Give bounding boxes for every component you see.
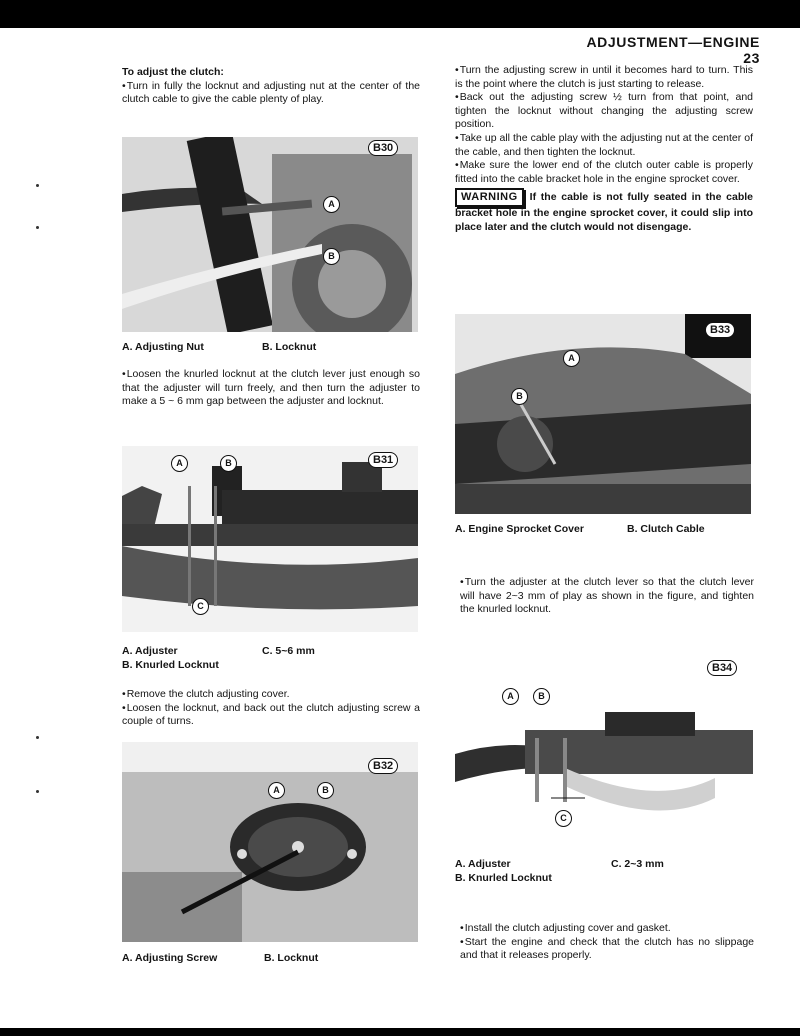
figure-b32-photo [122,742,418,942]
callout-b: B [511,388,528,405]
figure-b33-photo [455,314,751,514]
right-steps [455,64,753,235]
caption-a: A. Adjuster [455,858,511,870]
left-step3-4 [122,688,420,729]
page-number: 23 [743,50,760,66]
figure-tag: B34 [707,660,737,676]
right-final-steps [460,922,754,963]
figure-tag: B30 [368,140,398,156]
margin-dot [36,226,39,229]
caption-c: C. 5~6 mm [262,645,315,657]
top-border-bar [0,0,800,28]
caption-a: A. Adjuster [122,645,178,657]
caption-b: B. Knurled Locknut [122,658,219,671]
figure-b33-caption [455,523,753,537]
callout-a: A [502,688,519,705]
left-step2 [122,368,420,409]
caption-c: C. 2~3 mm [611,858,664,870]
callout-a: A [171,455,188,472]
section-title: ADJUSTMENT—ENGINE [586,34,760,50]
page-header [560,34,760,66]
margin-dot [36,790,39,793]
callout-c: C [192,598,209,615]
callout-b: B [220,455,237,472]
step-text: • Loosen the knurled locknut at the clutch lever just enough so that the adjuster will turn freely, and then turn the adjuster to make a 5 ~ 6 mm gap between the adjuster and locknut. [122,368,420,409]
left-intro [122,66,420,107]
figure-b31-caption [122,645,420,672]
caption-b: B. Locknut [264,952,319,964]
warning-text: If the cable is not fully seated in the cable bracket hole in the engine sprocket cover, it could slip into place later and the clutch would not disengage. [455,191,753,233]
figure-b34-photo [455,658,753,856]
figure-b30-photo [122,134,418,332]
caption-a: A. Adjusting Screw [122,952,218,964]
callout-a: A [268,782,285,799]
caption-b: B. Knurled Locknut [455,871,552,884]
step-text: • Remove the clutch adjusting cover. [122,688,420,702]
caption-a: A. Adjusting Nut [122,341,204,353]
step-text: • Loosen the locknut, and back out the clutch adjusting screw a couple of turns. [122,702,420,729]
step-text: • Start the engine and check that the clutch has no slippage and that it releases properly. [460,936,754,963]
step-text: • Install the clutch adjusting cover and gasket. [460,922,754,936]
figure-b31-photo [122,446,418,632]
caption-b: B. Locknut [262,341,317,353]
step-text: • Make sure the lower end of the clutch outer cable is properly fitted into the cable bracket hole in the engine sprocket cover. [455,159,753,186]
step-text: • Back out the adjusting screw ½ turn from that point, and tighten the locknut without changing the adjusting screw position. [455,91,753,132]
callout-b: B [533,688,550,705]
figure-b34-caption [455,858,753,885]
callout-b: B [317,782,334,799]
caption-a: A. Engine Sprocket Cover [455,523,584,535]
callout-a: A [563,350,580,367]
step-text: • Turn the adjuster at the clutch lever so that the clutch lever will have 2~3 mm of play as shown in the figure, and tighten the knurled locknut. [460,576,754,617]
procedure-heading: To adjust the clutch: [122,66,224,78]
callout-c: C [555,810,572,827]
figure-tag: B31 [368,452,398,468]
bottom-border-bar [0,1028,800,1036]
margin-dot [36,736,39,739]
callout-b: B [323,248,340,265]
step-text: • Take up all the cable play with the adjusting nut at the center of the cable, and then tighten the locknut. [455,132,753,159]
margin-dot [36,184,39,187]
figure-tag: B33 [705,322,735,338]
figure-b32-caption [122,952,420,966]
figure-tag: B32 [368,758,398,774]
warning-block [455,188,753,234]
callout-a: A [323,196,340,213]
caption-b: B. Clutch Cable [627,523,705,535]
figure-b30-caption [122,341,420,355]
step-text: • Turn in fully the locknut and adjusting nut at the center of the clutch cable to give the cable plenty of play. [122,80,420,107]
warning-label: WARNING [455,188,524,207]
step-text: • Turn the adjusting screw in until it becomes hard to turn. This is the point where the clutch is just starting to release. [455,64,753,91]
right-step9 [460,576,754,617]
